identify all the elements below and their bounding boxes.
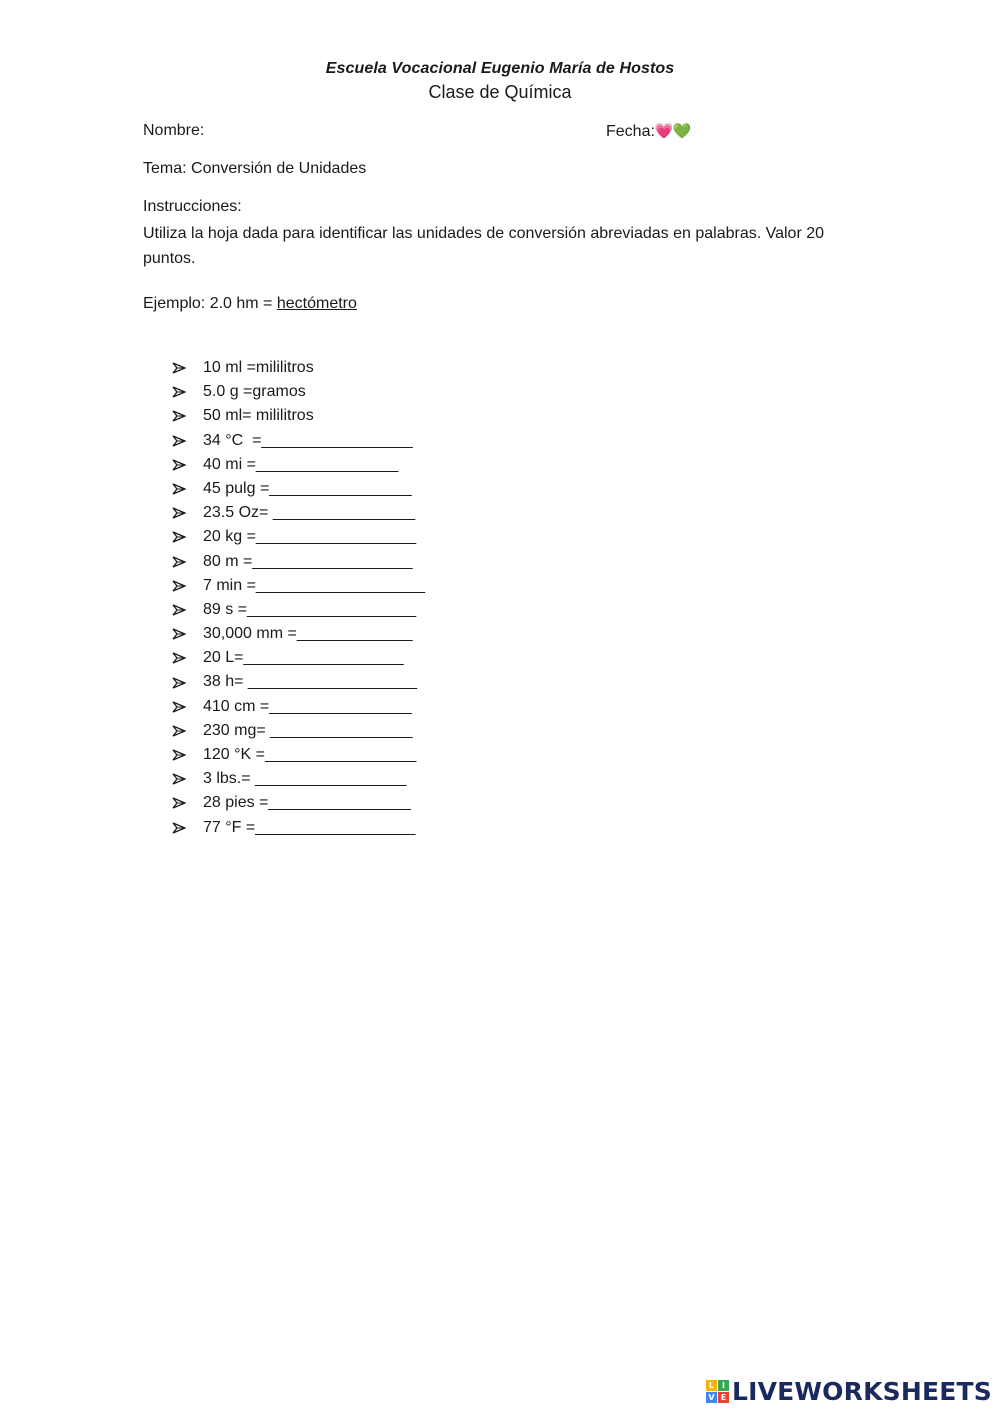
conversion-item xyxy=(172,767,425,791)
conversion-item xyxy=(172,429,425,453)
conversion-item-text: 7 min =___________________ xyxy=(203,576,425,594)
conversion-item xyxy=(172,574,425,598)
conversion-item-text: 80 m =__________________ xyxy=(203,552,413,570)
example-line xyxy=(143,295,357,313)
arrow-bullet-icon xyxy=(172,580,203,592)
conversion-item xyxy=(172,404,425,428)
conversion-item xyxy=(172,816,425,840)
conversion-item-text: 45 pulg =________________ xyxy=(203,479,412,497)
conversion-item-text: 20 L=__________________ xyxy=(203,649,404,667)
topic-line: Tema: Conversión de Unidades xyxy=(143,160,367,177)
conversion-item xyxy=(172,646,425,670)
fecha-field xyxy=(606,122,690,141)
arrow-bullet-icon xyxy=(172,749,203,761)
example-prefix: Ejemplo: 2.0 hm = xyxy=(143,295,277,312)
instructions-body: Utiliza la hoja dada para identificar las unidades de conversión abreviadas en palabras. Valor 20 puntos. xyxy=(143,225,825,267)
logo-letter: I xyxy=(718,1380,729,1391)
instructions-heading: Instrucciones: xyxy=(143,198,242,215)
conversion-item-text: 5.0 g =gramos xyxy=(203,383,306,401)
conversion-item xyxy=(172,670,425,694)
conversion-item-text: 38 h= ___________________ xyxy=(203,673,417,691)
school-name: Escuela Vocacional Eugenio María de Hostos xyxy=(325,60,675,77)
conversion-item-text: 89 s =___________________ xyxy=(203,600,417,618)
arrow-bullet-icon xyxy=(172,725,203,737)
conversion-item xyxy=(172,719,425,743)
arrow-bullet-icon xyxy=(172,410,203,422)
conversion-item xyxy=(172,550,425,574)
conversion-item xyxy=(172,477,425,501)
arrow-bullet-icon xyxy=(172,797,203,809)
logo-letter: V xyxy=(706,1392,717,1403)
conversion-item xyxy=(172,695,425,719)
arrow-bullet-icon xyxy=(172,604,203,616)
conversion-item-text: 230 mg= ________________ xyxy=(203,721,413,739)
logo-letter: E xyxy=(718,1392,729,1403)
conversion-item xyxy=(172,598,425,622)
conversion-item-text: 3 lbs.= _________________ xyxy=(203,770,407,788)
conversion-item xyxy=(172,743,425,767)
arrow-bullet-icon xyxy=(172,628,203,640)
example-answer: hectómetro xyxy=(276,295,357,312)
conversion-item-text: 77 °F =__________________ xyxy=(203,818,416,836)
conversion-item xyxy=(172,356,425,380)
liveworksheets-footer xyxy=(706,1377,992,1406)
arrow-bullet-icon xyxy=(172,556,203,568)
conversion-item-text: 120 °K =_________________ xyxy=(203,746,417,763)
conversion-item-text: 28 pies =________________ xyxy=(203,794,411,812)
arrow-bullet-icon xyxy=(172,531,203,543)
class-subject: Clase de Química xyxy=(428,82,572,102)
conversion-item-text: 410 cm =________________ xyxy=(203,697,412,715)
conversion-item xyxy=(172,501,425,525)
arrow-bullet-icon xyxy=(172,362,203,374)
conversion-item xyxy=(172,525,425,549)
arrow-bullet-icon xyxy=(172,652,203,664)
conversion-item-text: 10 ml =mililitros xyxy=(203,359,314,376)
nombre-label: Nombre: xyxy=(143,122,205,139)
conversion-item xyxy=(172,380,425,404)
conversion-item-text: 23.5 Oz= ________________ xyxy=(203,504,416,522)
fecha-label: Fecha: xyxy=(606,123,655,140)
arrow-bullet-icon xyxy=(172,822,203,834)
arrow-bullet-icon xyxy=(172,677,203,689)
conversion-item-text: 30,000 mm =_____________ xyxy=(203,625,413,643)
conversion-item-text: 50 ml= mililitros xyxy=(203,407,314,425)
arrow-bullet-icon xyxy=(172,483,203,495)
conversion-item xyxy=(172,453,425,477)
logo-letter: L xyxy=(706,1380,717,1391)
arrow-bullet-icon xyxy=(172,386,203,398)
conversion-item-text: 20 kg =__________________ xyxy=(203,528,417,546)
arrow-bullet-icon xyxy=(172,435,203,447)
liveworksheets-brand: LIVEWORKSHEETS xyxy=(731,1377,992,1406)
arrow-bullet-icon xyxy=(172,773,203,785)
liveworksheets-logo-icon xyxy=(706,1380,729,1403)
heart-icons: 💗💚 xyxy=(654,123,691,140)
arrow-bullet-icon xyxy=(172,701,203,713)
conversion-item-text: 34 °C =_________________ xyxy=(203,431,413,449)
conversion-item xyxy=(172,791,425,815)
conversion-item xyxy=(172,622,425,646)
conversion-list xyxy=(172,356,425,840)
arrow-bullet-icon xyxy=(172,507,203,519)
conversion-item-text: 40 mi =________________ xyxy=(203,455,399,473)
arrow-bullet-icon xyxy=(172,459,203,471)
